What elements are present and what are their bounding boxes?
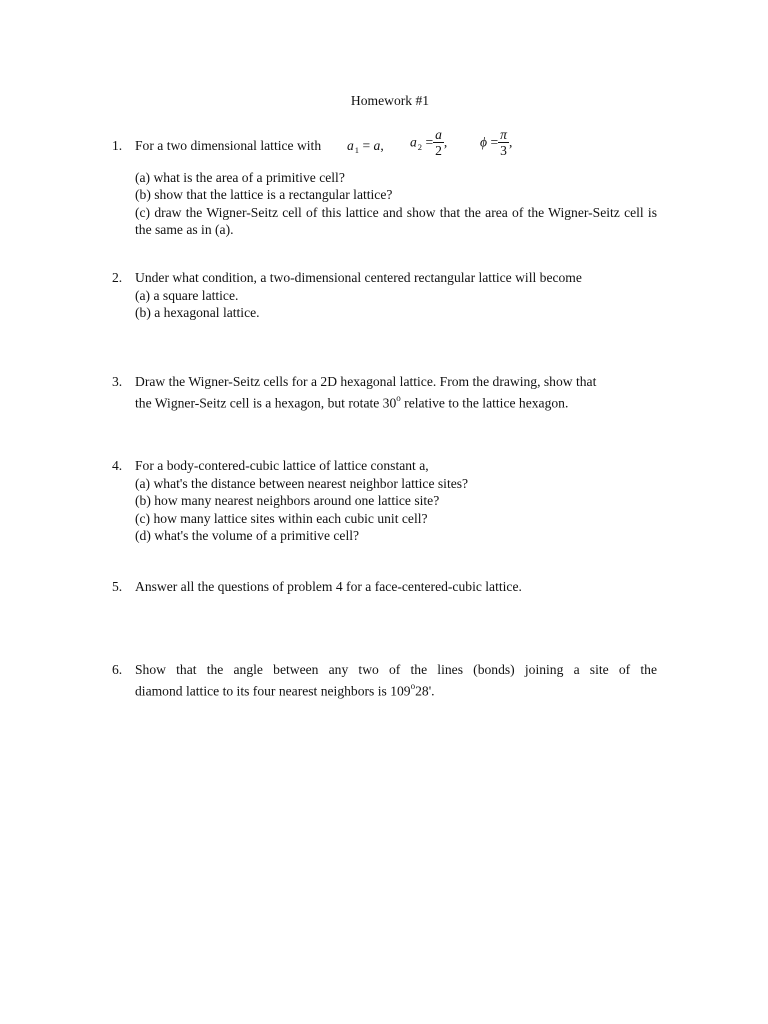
problem-body [135, 457, 657, 545]
problem-5-line: Answer all the questions of problem 4 for a face-centered-cubic lattice. [135, 579, 522, 594]
problem-5 [112, 578, 657, 596]
problem-1-part-b: (b) show that the lattice is a rectangular lattice? [135, 187, 393, 202]
problem-number: 1. [112, 138, 123, 153]
problem-body [135, 373, 657, 412]
problem-2-line: Under what condition, a two-dimensional centered rectangular lattice will become [135, 270, 582, 285]
problem-4 [112, 457, 657, 545]
problem-body [135, 269, 657, 322]
problem-number: 6. [112, 662, 123, 677]
problem-4-part-a: (a) what's the distance between nearest neighbor lattice sites? [135, 475, 469, 491]
problem-body [135, 578, 657, 596]
problem-1-part-c: (c) draw the Wigner-Seitz cell of this lattice and show that the area of the Wigner-Seitz cell is the same as in (a). [135, 204, 657, 237]
problem-body [135, 127, 657, 239]
problem-number: 2. [112, 270, 123, 285]
problem-4-part-c: (c) how many lattice sites within each cubic unit cell? [135, 510, 428, 526]
problem-2-part-a: (a) a square lattice. [135, 287, 239, 303]
problem-1-part-a: (a) what is the area of a primitive cell? [135, 169, 345, 185]
formula-phi: ϕ = $\frac{\pi}{3}$ , [480, 127, 513, 158]
problem-3-line-1: Draw the Wigner-Seitz cells for a 2D hexagonal lattice. From the drawing, show that [135, 374, 597, 389]
problem-4-part-d: (d) what's the volume of a primitive cell? [135, 528, 360, 543]
problem-1 [112, 127, 657, 239]
problem-body [135, 661, 657, 700]
problem-6-line-2: diamond lattice to its four nearest neighbors is 109$^o$28'. [135, 680, 435, 699]
problem-3-line-2: the Wigner-Seitz cell is a hexagon, but rotate 30$^o$ relative to the lattice hexagon. [135, 392, 569, 411]
page-title: Homework #1 [350, 93, 430, 108]
problem-2 [112, 269, 657, 322]
problem-6 [112, 661, 657, 700]
problem-number: 4. [112, 458, 123, 473]
formula-a1: $a_1 = a$, [347, 138, 384, 155]
problem-4-line: For a body-contered-cubic lattice of lattice constant a, [135, 458, 429, 473]
problem-number: 5. [112, 579, 123, 594]
problem-4-part-b: (b) how many nearest neighbors around one lattice site? [135, 493, 440, 508]
problem-6-line-1: Show that the angle between any two of the lines (bonds) joining a site of the [135, 662, 657, 677]
problem-number: 3. [112, 374, 123, 389]
problem-3 [112, 373, 657, 412]
problem-intro: For a two dimensional lattice with [135, 138, 322, 153]
formula-a2: $a_2$ = $\frac{a}{2}$ , [410, 127, 448, 158]
problem-2-part-b: (b) a hexagonal lattice. [135, 305, 260, 320]
